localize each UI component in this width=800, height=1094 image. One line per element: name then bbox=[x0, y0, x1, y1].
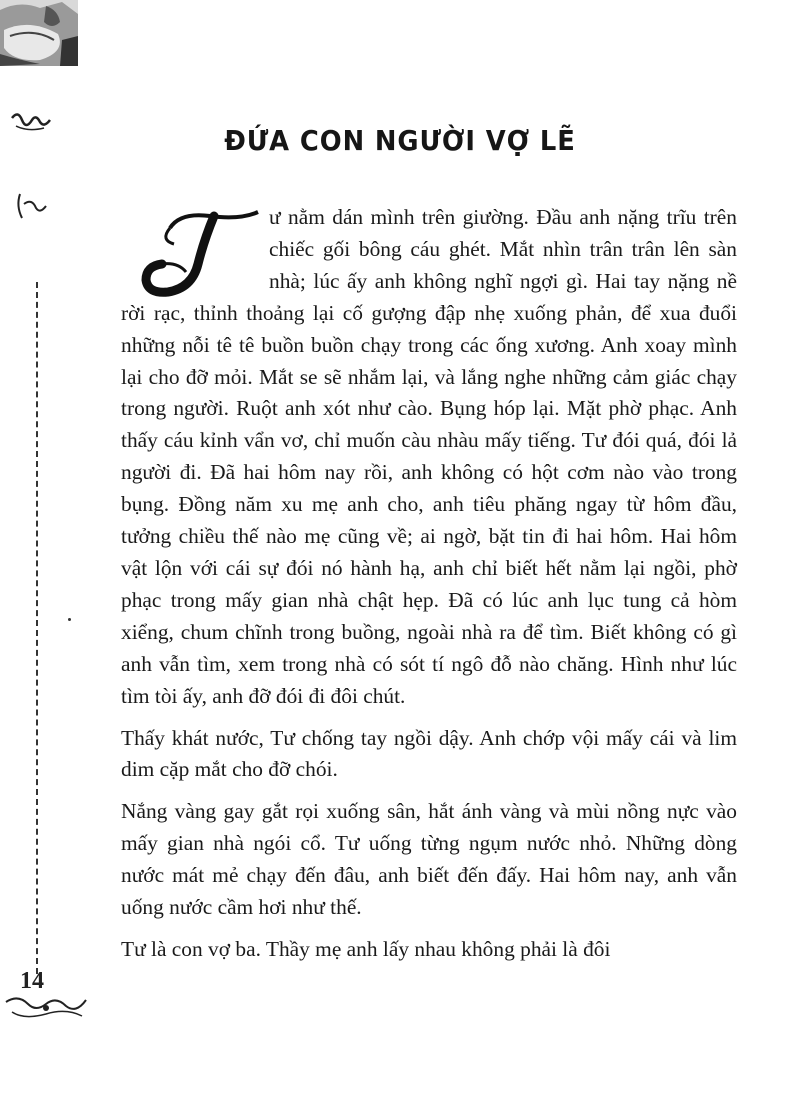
page-number: 14 bbox=[20, 968, 44, 994]
paragraph: Nắng vàng gay gắt rọi xuống sân, hắt ánh vàng và mùi nồng nực vào mấy gian nhà ngói cổ. Tư uống từng ngụm nước nhỏ. Những dòng nước mát mẻ chạy đến đâu, anh biết đến đấy. Hai hôm nay, anh vẫn uống nước cầm hơi như thế. bbox=[121, 799, 737, 920]
body-text bbox=[121, 202, 737, 966]
margin-dot bbox=[68, 618, 71, 621]
margin-ornament bbox=[14, 190, 54, 222]
corner-photo bbox=[0, 0, 78, 66]
page-ornament bbox=[4, 990, 88, 1024]
paragraph: ư nằm dán mình trên giường. Đầu anh nặng trĩu trên chiếc gối bông cáu ghét. Mắt nhìn trân trân lên sàn nhà; lúc ấy anh không nghĩ ngợi gì. Hai tay nặng nề rời rạc, thỉnh thoảng lại cố gượng đập nhẹ xuống phản, để xua đuổi những nỗi tê tê buồn buồn chạy trong các ống xương. Anh xoay mình lại cho đỡ mỏi. Mắt se sẽ nhắm lại, và lắng nghe những cảm giác chạy trong người. Ruột anh xót như cào. Bụng hóp lại. Mặt phờ phạc. Anh thấy cáu kỉnh vẩn vơ, chỉ muốn càu nhàu mấy tiếng. Tư đói quá, đói lả người đi. Đã hai hôm nay rồi, anh không có hột cơm nào vào trong bụng. Đồng năm xu mẹ anh cho, anh tiêu phăng ngay từ hôm đầu, tưởng chiều thế nào mẹ cũng về; ai ngờ, bặt tin đi hai hôm. Hai hôm vật lộn với cái sự đói nó hành hạ, anh chỉ biết hết nằm lại ngồi, phờ phạc trong mấy gian nhà chật hẹp. Đã có lúc anh lục tung cả hòm xiểng, chum chĩnh trong buồng, ngoài nhà ra để tìm. Biết không có gì anh vẫn tìm, xem trong nhà có sót tí ngô đỗ nào chăng. Hình như lúc tìm tòi ấy, anh đỡ đói đi đôi chút. bbox=[121, 205, 737, 708]
margin-dashed-line bbox=[36, 282, 38, 974]
paragraph: Tư là con vợ ba. Thầy mẹ anh lấy nhau không phải là đôi bbox=[121, 936, 611, 961]
paragraph: Thấy khát nước, Tư chống tay ngồi dậy. Anh chớp vội mấy cái và lim dim cặp mắt cho đỡ chói. bbox=[121, 725, 737, 782]
chapter-title: ĐỨA CON NGƯỜI VỢ LẼ bbox=[224, 124, 576, 157]
